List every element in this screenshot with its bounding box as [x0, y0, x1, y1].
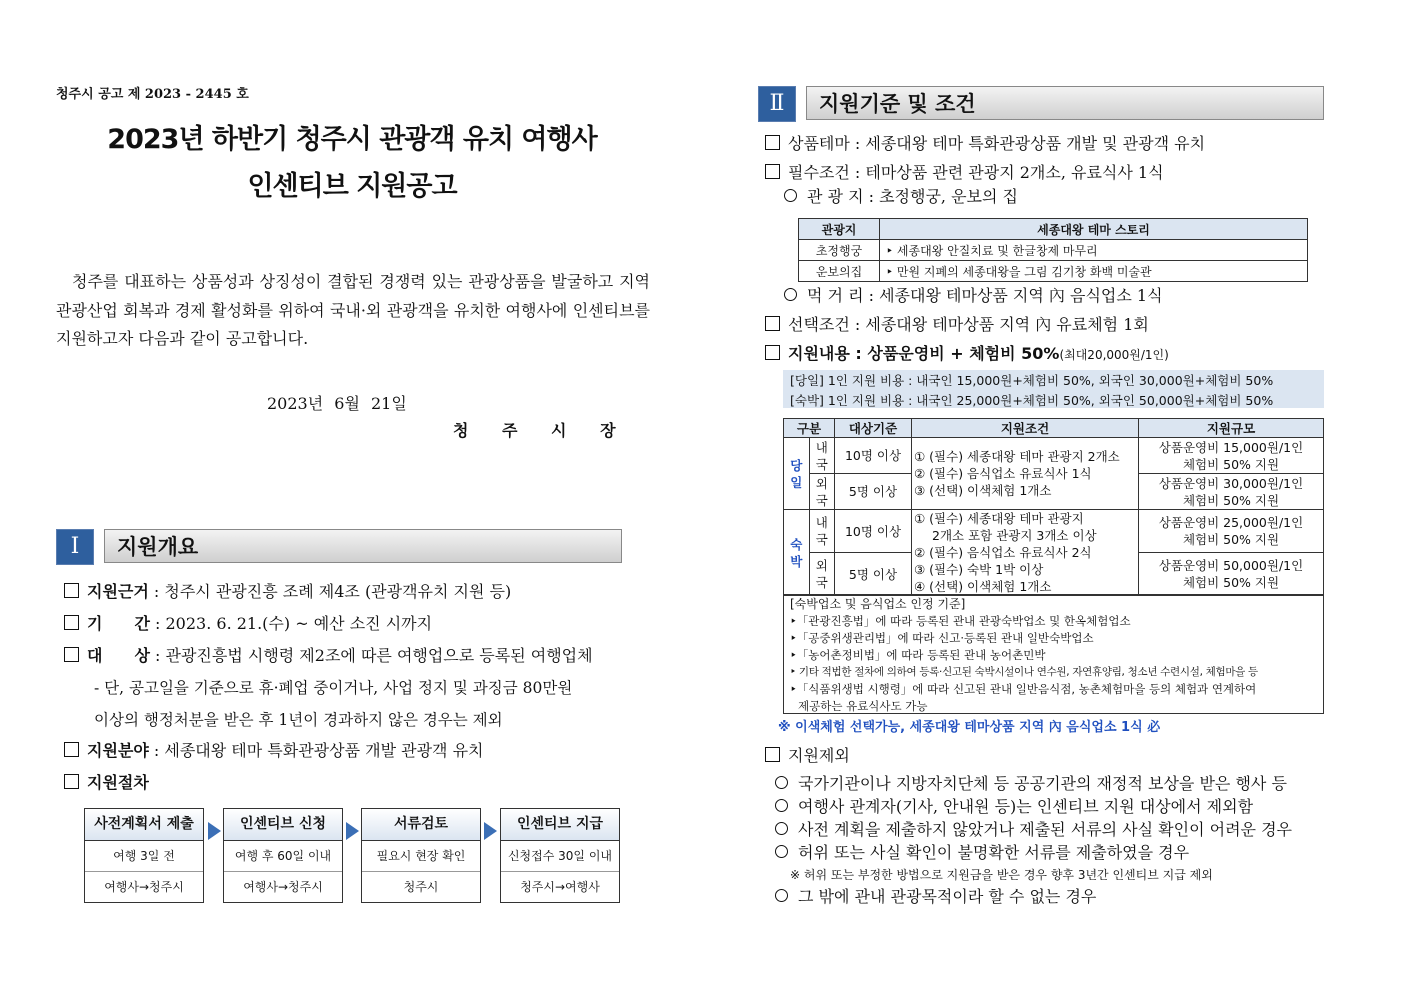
grid-stay-label: 숙박 [784, 510, 810, 596]
spot-story: ‣ 세종대왕 안질치료 및 한글창제 마무리 [880, 240, 1308, 261]
spot-story: ‣ 만원 지폐의 세종대왕을 그림 김기창 화백 미술관 [880, 261, 1308, 282]
grid-header: 구분 [784, 419, 835, 438]
checkbox-icon [765, 747, 780, 762]
circle-bullet-icon [784, 189, 797, 202]
checkbox-icon [64, 774, 79, 789]
grid-domestic: 내국 [809, 510, 835, 553]
checkbox-icon [64, 615, 79, 630]
s2-spot-line: 관 광 지 : 초정행궁, 운보의 집 [784, 186, 1018, 208]
section2-number: Ⅱ [758, 86, 796, 122]
section1-number: Ⅰ [56, 529, 94, 565]
exclusion-item: 그 밖에 관내 관광목적이라 할 수 없는 경우 [775, 886, 1096, 908]
spot-name: 운보의집 [799, 261, 880, 282]
blue-note: ※ 이색체험 선택가능, 세종대왕 테마상품 지역 內 음식업소 1식 必 [778, 720, 1161, 735]
grid-foreign: 외국 [809, 553, 835, 596]
grid-target: 10명 이상 [835, 438, 912, 474]
s2-food-line: 먹 거 리 : 세종대왕 테마상품 지역 內 음식업소 1식 [784, 285, 1163, 307]
grid-header: 지원규모 [1139, 419, 1324, 438]
grid-target: 10명 이상 [835, 510, 912, 553]
circle-bullet-icon [775, 776, 788, 789]
criteria-line: ‣ 기타 적법한 절차에 의하여 등록·신고된 숙박시설이나 연수원, 자연휴양림, 청소년 수련시설, 체험마을 등 [790, 666, 1258, 678]
circle-bullet-icon [775, 845, 788, 858]
arrow-right-icon [208, 822, 221, 840]
flow-step-payment: 인센티브 지급 신청접수 30일 이내 청주시→여행사 [500, 808, 620, 903]
s1-item-basis: 지원근거 : 청주시 관광진흥 조례 제4조 (관광객유치 지원 등) [64, 581, 511, 603]
exclusion-item: 사전 계획을 제출하지 않았거나 제출된 서류의 사실 확인이 어려운 경우 [775, 819, 1292, 841]
grid-stay-conditions: ① (필수) 세종대왕 테마 관광지 2개소 포함 관광지 3개소 이상 ② (필수) 음식업소 유료식사 2식 ③ (필수) 숙박 1박 이상 ④ (선택) 이색체험 1개소 [912, 510, 1139, 596]
checkbox-icon [765, 345, 780, 360]
page-title-line2: 인센티브 지원공고 [247, 171, 457, 202]
s2-theme: 상품테마 : 세종대왕 테마 특화관광상품 개발 및 관광객 유치 [765, 133, 1205, 155]
section1-title: 지원개요 [104, 529, 622, 563]
criteria-title: [숙박업소 및 음식업소 인정 기준] [790, 597, 966, 611]
arrow-right-icon [484, 822, 497, 840]
flow-step-review: 서류검토 필요시 현장 확인 청주시 [361, 808, 481, 903]
checkbox-icon [765, 316, 780, 331]
grid-scale: 상품운영비 30,000원/1인 체험비 50% 지원 [1139, 474, 1324, 510]
checkbox-icon [64, 583, 79, 598]
arrow-right-icon [346, 822, 359, 840]
grid-target: 5명 이상 [835, 474, 912, 510]
accommodation-criteria-box [783, 594, 1324, 714]
criteria-line: 제공하는 유료식사도 가능 [798, 699, 928, 713]
grid-header: 대상기준 [835, 419, 912, 438]
grid-header: 지원조건 [912, 419, 1139, 438]
support-cost-band [783, 370, 1324, 408]
signer: 청 주 시 장 [453, 421, 630, 440]
checkbox-icon [64, 647, 79, 662]
grid-day-conditions: ① (필수) 세종대왕 테마 관광지 2개소 ② (필수) 음식업소 유료식사 1식 ③ (선택) 이색체험 1개소 [912, 438, 1139, 510]
s2-required: 필수조건 : 테마상품 관련 관광지 2개소, 유료식사 1식 [765, 162, 1164, 184]
s2-exclude-title: 지원제외 [765, 745, 850, 767]
checkbox-icon [765, 135, 780, 150]
grid-day-label: 당일 [784, 438, 810, 510]
grid-target: 5명 이상 [835, 553, 912, 596]
support-grid-table [783, 418, 1324, 596]
spot-table-header: 세종대왕 테마 스토리 [880, 219, 1308, 240]
grid-scale: 상품운영비 15,000원/1인 체험비 50% 지원 [1139, 438, 1324, 474]
exclusion-note: ※ 허위 또는 부정한 방법으로 지원금을 받은 경우 향후 3년간 인센티브 지급 제외 [790, 868, 1213, 882]
circle-bullet-icon [775, 799, 788, 812]
band-day: [당일] 1인 지원 비용 : 내국인 15,000원+체험비 50%, 외국인 30,000원+체험비 50% [790, 373, 1274, 388]
grid-scale: 상품운영비 50,000원/1인 체험비 50% 지원 [1139, 553, 1324, 596]
grid-foreign: 외국 [809, 474, 835, 510]
intro-paragraph [56, 268, 650, 354]
criteria-line: ‣「관광진흥법」에 따라 등록된 관내 관광숙박업소 및 한옥체험업소 [790, 614, 1131, 628]
criteria-line: ‣「공중위생관리법」에 따라 신고·등록된 관내 일반숙박업소 [790, 631, 1094, 645]
spot-table-header: 관광지 [799, 219, 880, 240]
s1-exception-line1: - 단, 공고일을 기준으로 휴·폐업 중이거나, 사업 정지 및 과징금 80만원 [94, 679, 573, 697]
exclusion-item: 국가기관이나 지방자치단체 등 공공기관의 재정적 보상을 받은 행사 등 [775, 773, 1287, 795]
s1-exception-line2: 이상의 행정처분을 받은 후 1년이 경과하지 않은 경우는 제외 [94, 711, 503, 729]
s1-item-target: 대 상 : 관광진흥법 시행령 제2조에 따른 여행업으로 등록된 여행업체 [64, 645, 593, 667]
band-stay: [숙박] 1인 지원 비용 : 내국인 25,000원+체험비 50%, 외국인 50,000원+체험비 50% [790, 393, 1274, 408]
flow-step-apply: 인센티브 신청 여행 후 60일 이내 여행사→청주시 [223, 808, 343, 903]
checkbox-icon [765, 164, 780, 179]
notice-number: 청주시 공고 제 2023 - 2445 호 [56, 87, 249, 102]
section2-title: 지원기준 및 조건 [806, 86, 1324, 120]
s1-item-period: 기 간 : 2023. 6. 21.(수) ~ 예산 소진 시까지 [64, 613, 432, 635]
intro-text: 청주를 대표하는 상품성과 상징성이 결합된 경쟁력 있는 관광상품을 발굴하고 지역 관광산업 회복과 경제 활성화를 위하여 국내·외 관광객을 유치한 여행사에 인센티브를 지원하고자 다음과 같이 공고합니다. [56, 272, 650, 348]
s2-support: 지원내용 : 상품운영비 + 체험비 50%(최대20,000원/1인) [765, 343, 1169, 366]
circle-bullet-icon [775, 822, 788, 835]
spot-name: 초정행궁 [799, 240, 880, 261]
s1-item-field: 지원분야 : 세종대왕 테마 특화관광상품 개발 관광객 유치 [64, 740, 484, 762]
grid-domestic: 내국 [809, 438, 835, 474]
s2-optional: 선택조건 : 세종대왕 테마상품 지역 內 유료체험 1회 [765, 314, 1149, 336]
criteria-line: ‣「식품위생법 시행령」에 따라 신고된 관내 일반음식점, 농촌체험마을 등의 체험과 연계하여 [790, 682, 1257, 696]
grid-scale: 상품운영비 25,000원/1인 체험비 50% 지원 [1139, 510, 1324, 553]
criteria-line: ‣「농어촌정비법」에 따라 등록된 관내 농어촌민박 [790, 648, 1046, 662]
circle-bullet-icon [784, 288, 797, 301]
notice-date: 2023년 6월 21일 [267, 394, 407, 413]
checkbox-icon [64, 742, 79, 757]
exclusion-item: 여행사 관계자(기사, 안내원 등)는 인센티브 지원 대상에서 제외함 [775, 796, 1253, 818]
page-title-line1: 2023년 하반기 청주시 관광객 유치 여행사 [107, 124, 597, 155]
spot-table [798, 218, 1308, 282]
circle-bullet-icon [775, 889, 788, 902]
exclusion-item: 허위 또는 사실 확인이 불명확한 서류를 제출하였을 경우 [775, 842, 1189, 864]
flow-step-plan: 사전계획서 제출 여행 3일 전 여행사→청주시 [84, 808, 204, 903]
s1-item-procedure: 지원절차 [64, 772, 149, 794]
